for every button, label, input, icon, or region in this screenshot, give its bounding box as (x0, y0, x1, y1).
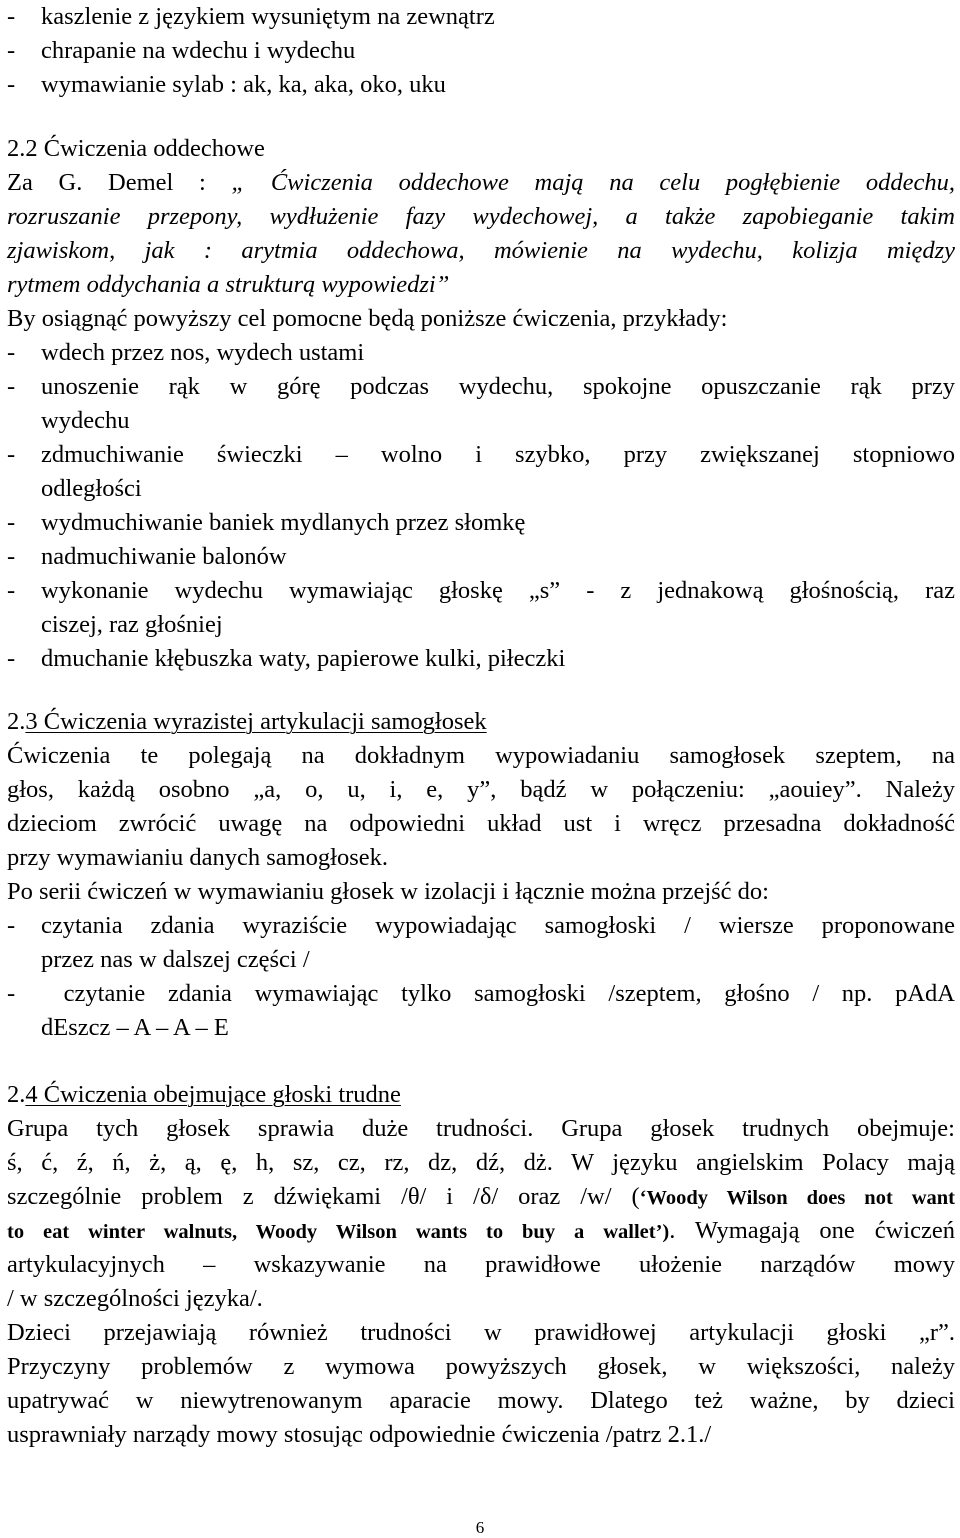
paragraph-line: dzieciom zwrócić uwagę na odpowiedni układ ust i wręcz przesadna dokładność (7, 810, 955, 837)
quote-line: rytmem oddychania a strukturą wypowiedzi” (7, 271, 450, 298)
list-item-continuation: przez nas w dalszej części / (41, 946, 310, 973)
quote-line: Za G. Demel : „ Ćwiczenia oddechowe mają na celu pogłębienie oddechu, (7, 169, 955, 196)
section-heading: 2.2 Ćwiczenia oddechowe (7, 135, 265, 162)
list-item: - dmuchanie kłębuszka waty, papierowe kulki, piłeczki (7, 645, 566, 672)
list-item: - czytanie zdania wymawiając tylko samogłoski /szeptem, głośno / np. pAdA (7, 980, 955, 1007)
paragraph-line: upatrywać w niewytrenowanym aparacie mowy. Dlatego też ważne, by dzieci (7, 1387, 955, 1414)
paragraph-line: Przyczyny problemów z wymowa powyższych głosek, w większości, należy (7, 1353, 955, 1380)
paragraph-line: głos, każdą osobno „a, o, u, i, e, y”, bądź w połączeniu: „aouiey”. Należy (7, 776, 955, 803)
list-item-continuation: dEszcz – A – A – E (41, 1014, 229, 1041)
list-item-continuation: ciszej, raz głośniej (41, 611, 223, 638)
paragraph-line: / w szczególności języka/. (7, 1285, 263, 1312)
list-item: - chrapanie na wdechu i wydechu (7, 37, 356, 64)
paragraph-line: to eat winter walnuts, Woody Wilson wants to buy a wallet’). Wymagają one ćwiczeń (7, 1217, 955, 1244)
paragraph-line: Dzieci przejawiają również trudności w prawidłowej artykulacji głoski „r”. (7, 1319, 955, 1346)
paragraph-line: ś, ć, ź, ń, ż, ą, ę, h, sz, cz, rz, dz, dź, dż. W języku angielskim Polacy mają (7, 1149, 955, 1176)
list-item: - kaszlenie z językiem wysuniętym na zewnątrz (7, 3, 495, 30)
list-item: - unoszenie rąk w górę podczas wydechu, spokojne opuszczanie rąk przy (7, 373, 955, 400)
paragraph-line: Ćwiczenia te polegają na dokładnym wypowiadaniu samogłosek szeptem, na (7, 742, 955, 769)
page-number: 6 (475, 1518, 485, 1537)
list-item: - zdmuchiwanie świeczki – wolno i szybko, przy zwiększanej stopniowo (7, 441, 955, 468)
paragraph-line: usprawniały narządy mowy stosując odpowiednie ćwiczenia /patrz 2.1./ (7, 1421, 712, 1448)
list-item: - czytania zdania wyraziście wypowiadając samogłoski / wiersze proponowane (7, 912, 955, 939)
section-heading: 2.3 Ćwiczenia wyrazistej artykulacji samogłosek (7, 708, 487, 735)
quote-line: rozruszanie przepony, wydłużenie fazy wydechowej, a także zapobieganie takim (7, 203, 955, 230)
paragraph-lead: By osiągnąć powyższy cel pomocne będą poniższe ćwiczenia, przykłady: (7, 305, 728, 332)
quote-line: zjawiskom, jak : arytmia oddechowa, mówienie na wydechu, kolizja między (7, 237, 955, 264)
section-2-4 (7, 1078, 955, 1452)
list-item-continuation: odległości (41, 475, 142, 502)
paragraph-line: przy wymawianiu danych samogłosek. (7, 844, 389, 871)
list-item: - wdech przez nos, wydech ustami (7, 339, 365, 366)
paragraph-line: artykulacyjnych – wskazywanie na prawidłowe ułożenie narządów mowy (7, 1251, 955, 1278)
paragraph-line: szczególnie problem z dźwiękami /θ/ i /δ/ oraz /w/ (‘Woody Wilson does not want (7, 1183, 955, 1210)
list-item: - wykonanie wydechu wymawiając głoskę „s” - z jednakową głośnością, raz (7, 577, 955, 604)
paragraph-lead: Po serii ćwiczeń w wymawianiu głosek w izolacji i łącznie można przejść do: (7, 878, 769, 905)
section-heading: 2.4 Ćwiczenia obejmujące głoski trudne (7, 1081, 401, 1108)
list-item-continuation: wydechu (41, 407, 130, 434)
list-item: - wydmuchiwanie baniek mydlanych przez słomkę (7, 509, 526, 536)
intro-list (7, 0, 955, 102)
section-2-3 (7, 705, 955, 1045)
list-item: - wymawianie sylab : ak, ka, aka, oko, uku (7, 71, 446, 98)
section-2-2 (7, 132, 955, 676)
list-item: - nadmuchiwanie balonów (7, 543, 287, 570)
paragraph-line: Grupa tych głosek sprawia duże trudności. Grupa głosek trudnych obejmuje: (7, 1115, 955, 1142)
